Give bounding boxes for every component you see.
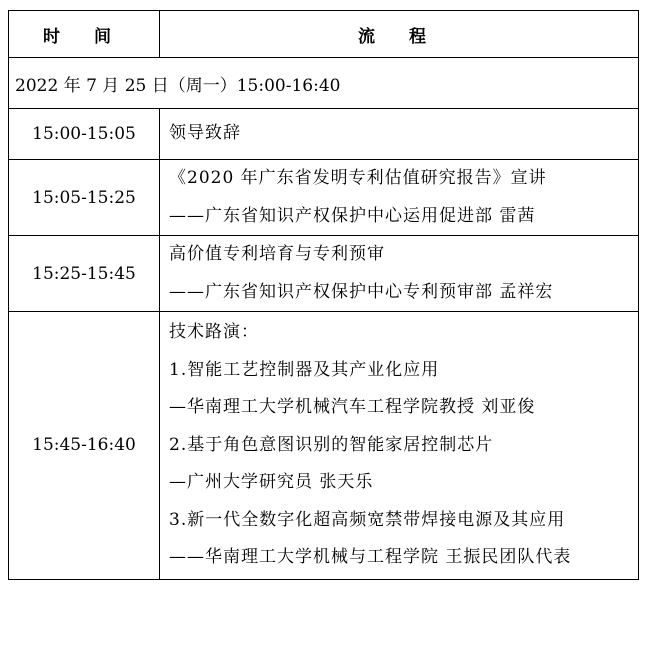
content-line: ——广东省知识产权保护中心运用促进部 雷茜: [169, 205, 536, 226]
header-row: [9, 11, 639, 58]
table-row: [9, 109, 639, 160]
table-row: [9, 160, 639, 236]
content-cell: [160, 160, 639, 236]
date-cell: 2022 年 7 月 25 日（周一）15:00-16:40: [9, 58, 639, 109]
table-row: [9, 312, 639, 580]
header-flow: 流 程: [160, 11, 639, 58]
time-cell: 15:45-16:40: [9, 312, 160, 580]
table-row: [9, 236, 639, 312]
content-line: 《2020 年广东省发明专利估值研究报告》宣讲: [169, 168, 547, 188]
content-line: 3.新一代全数字化超高频宽禁带焊接电源及其应用: [169, 509, 566, 530]
content-cell: [160, 109, 639, 160]
time-cell: 15:05-15:25: [9, 160, 160, 236]
content-line: 2.基于角色意图识别的智能家居控制芯片: [169, 434, 494, 455]
time-cell: 15:25-15:45: [9, 236, 160, 312]
content-line: 领导致辞: [169, 123, 241, 144]
content-cell: [160, 236, 639, 312]
content-line: —华南理工大学机械汽车工程学院教授 刘亚俊: [169, 397, 536, 417]
time-cell: 15:00-15:05: [9, 109, 160, 160]
content-line: ——广东省知识产权保护中心专利预审部 孟祥宏: [169, 281, 554, 302]
content-line: 技术路演：: [169, 322, 259, 342]
schedule-table: [8, 10, 639, 580]
content-line: —广州大学研究员 张天乐: [169, 472, 374, 492]
content-line: ——华南理工大学机械与工程学院 王振民团队代表: [169, 547, 572, 567]
content-line: 1.智能工艺控制器及其产业化应用: [169, 359, 440, 380]
content-line: 高价值专利培育与专利预审: [169, 244, 385, 264]
content-cell: [160, 312, 639, 580]
header-time: 时 间: [9, 11, 160, 58]
date-row: [9, 58, 639, 109]
